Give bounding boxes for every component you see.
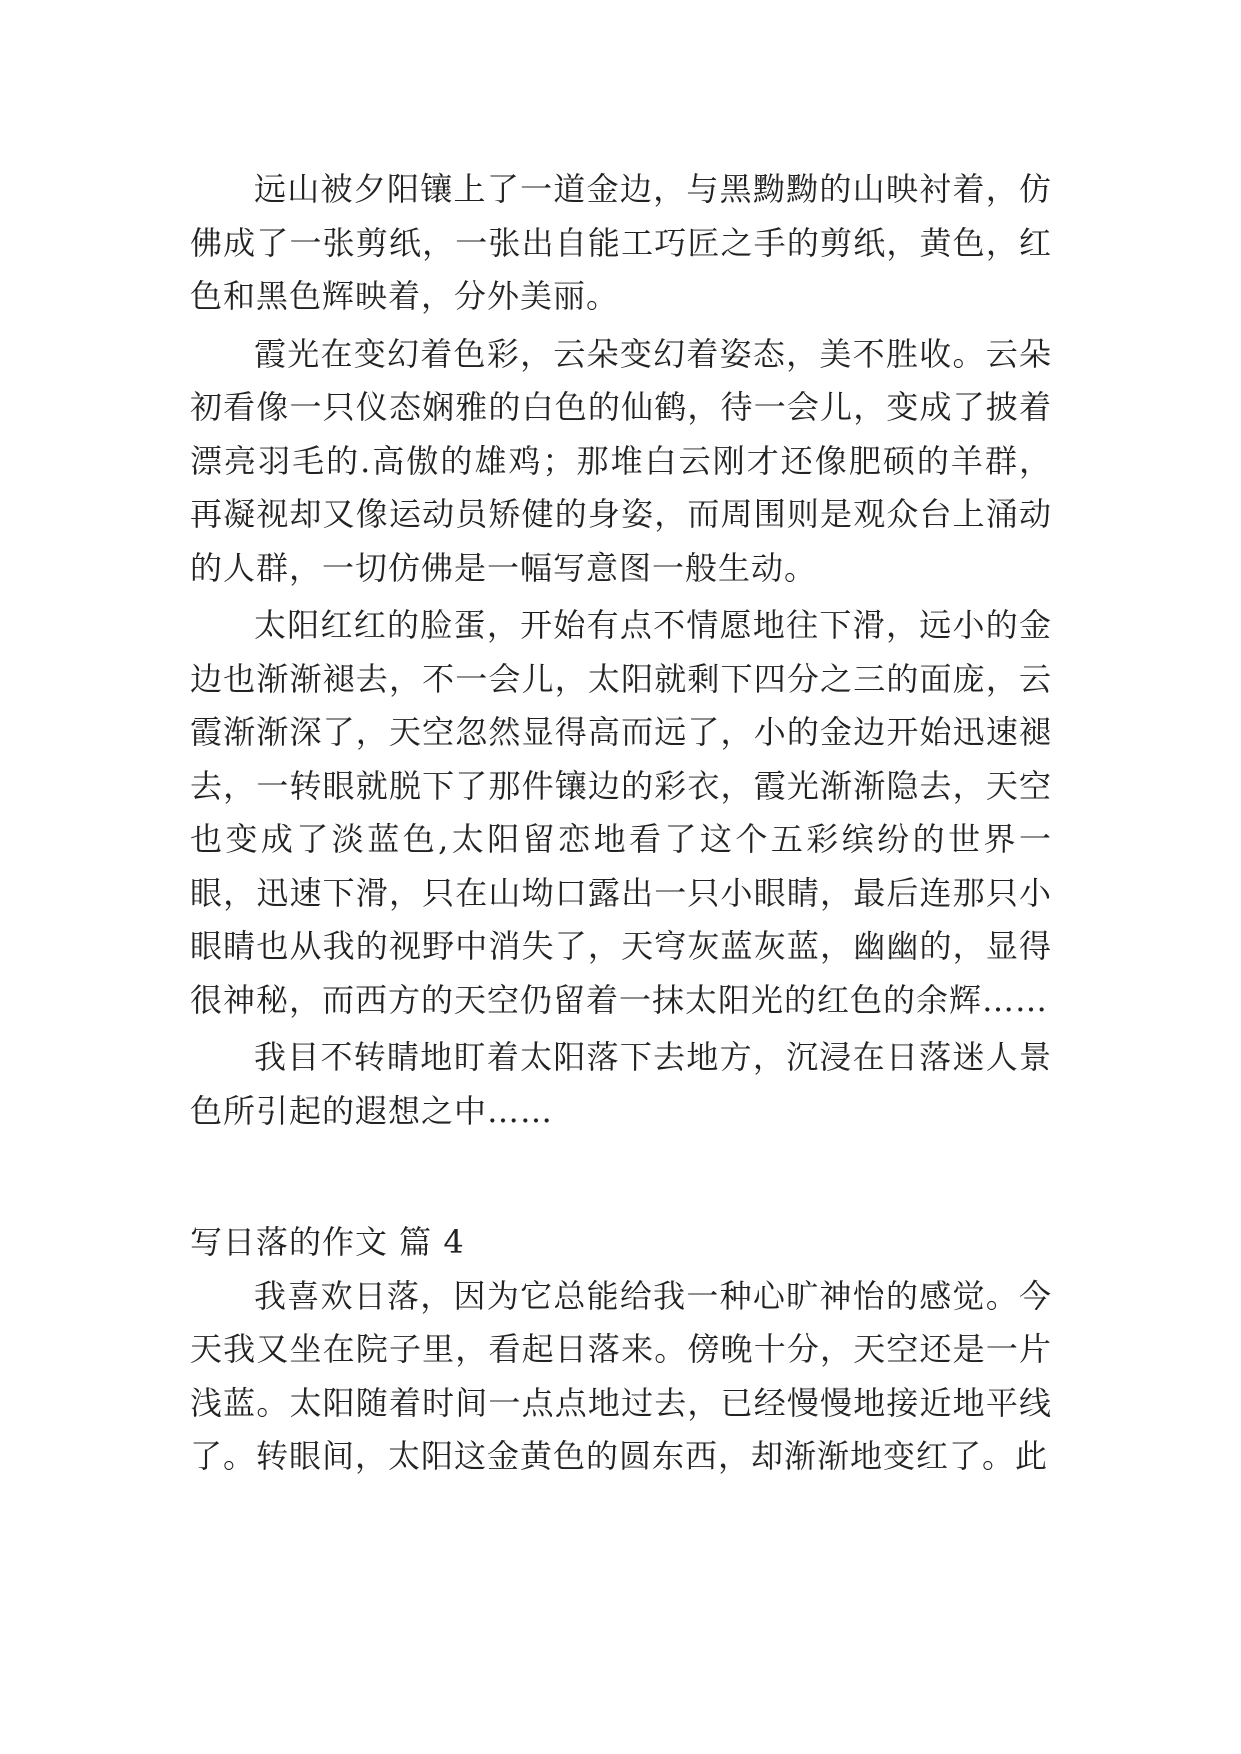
paragraph: 霞光在变幻着色彩，云朵变幻着姿态，美不胜收。云朵初看像一只仪态娴雅的白色的仙鹤，待一会儿，变成了披着漂亮羽毛的.高傲的雄鸡；那堆白云刚才还像肥硕的羊群，再凝视却又像运动员矫健的身姿，而周围则是观众台上涌动的人群，一切仿佛是一幅写意图一般生动。	[190, 334, 1052, 587]
paragraph: 太阳红红的脸蛋，开始有点不情愿地往下滑，远小的金边也渐渐褪去，不一会儿，太阳就剩下四分之三的面庞，云霞渐渐深了，天空忽然显得高而远了，小的金边开始迅速褪去，一转眼就脱下了那件镶边的彩衣，霞光渐渐隐去，天空也变成了淡蓝色,太阳留恋地看了这个五彩缤纷的世界一眼，迅速下滑，只在山坳口露出一只小眼睛，最后连那只小眼睛也从我的视野中消失了，天穹灰蓝灰蓝，幽幽的，显得很神秘，而西方的天空仍留着一抹太阳光的红色的余辉……	[190, 606, 1052, 1019]
document-body	[190, 163, 1052, 1488]
paragraph: 我喜欢日落，因为它总能给我一种心旷神怡的感觉。今天我又坐在院子里，看起日落来。傍晚十分，天空还是一片浅蓝。太阳随着时间一点点地过去，已经慢慢地接近地平线了。转眼间，太阳这金黄色的圆东西，却渐渐地变红了。此	[190, 1276, 1052, 1475]
paragraph: 远山被夕阳镶上了一道金边，与黑黝黝的山映衬着，仿佛成了一张剪纸，一张出自能工巧匠之手的剪纸，黄色，红色和黑色辉映着，分外美丽。	[190, 170, 1052, 315]
section-title: 写日落的作文 篇 4	[190, 1223, 465, 1261]
paragraph: 我目不转睛地盯着太阳落下去地方，沉浸在日落迷人景色所引起的遐想之中……	[190, 1038, 1052, 1130]
